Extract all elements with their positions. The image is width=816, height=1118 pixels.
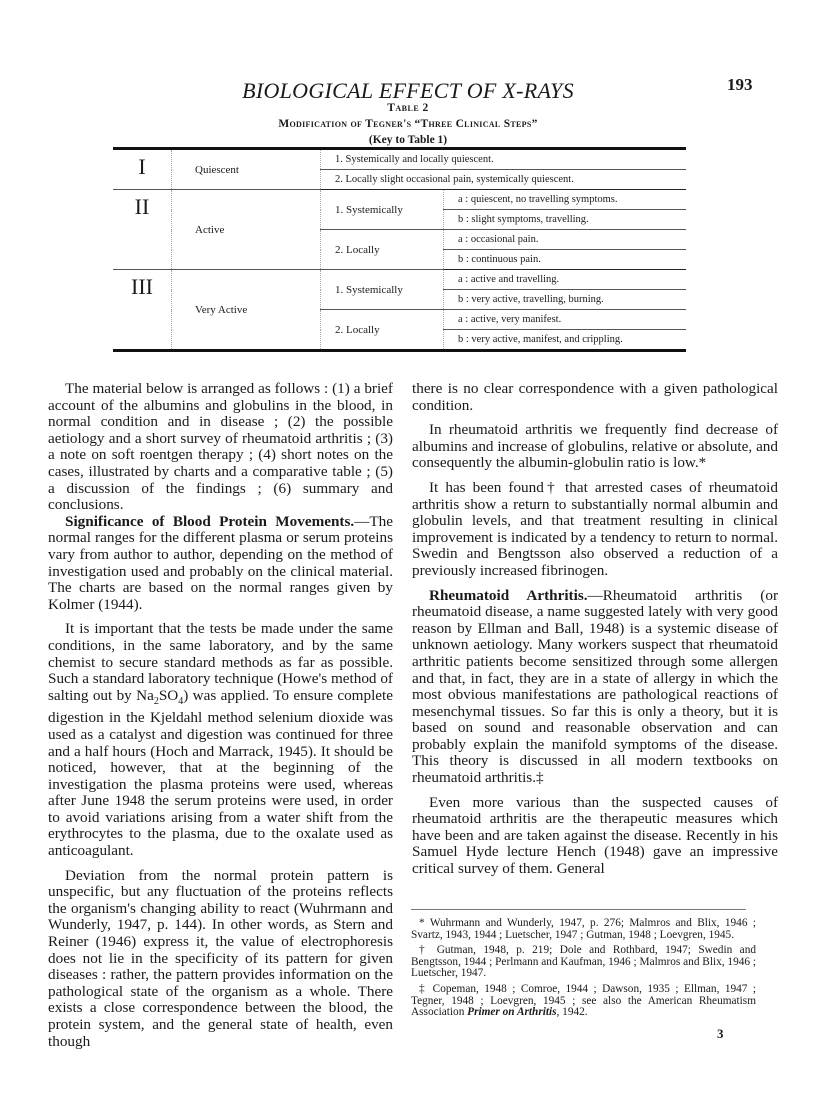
table-row	[113, 270, 686, 290]
signature-mark: 3	[717, 1026, 724, 1041]
step-subgroup: 2. Locally	[321, 230, 444, 270]
paragraph-text: ) was applied. To ensure complete digestion in the Kjeldahl method selenium dioxide was used as a catalyst and digestion was continued for three and a half hours (Hoch and Marrack, 1945). It should be noticed, however, that at the beginning of the investigation the plasma proteins were used, whereas after June 1948 the serum proteins were used, in order to avoid variations arising from a water shift from the erythrocytes to the plasma, due to the oxalate used as anticoagulant.	[48, 686, 393, 860]
table-row	[113, 190, 686, 210]
step-item: a : active and travelling.	[444, 270, 687, 290]
step-numeral: III	[113, 270, 172, 351]
running-head: BIOLOGICAL EFFECT OF X-RAYS	[242, 78, 574, 103]
page-number: 193	[727, 75, 753, 94]
table-label: Table 2	[387, 102, 429, 114]
step-item: b : continuous pain.	[444, 250, 687, 270]
step-subgroup: 2. Locally	[321, 310, 444, 351]
step-item: b : very active, travelling, burning.	[444, 290, 687, 310]
paragraph-text: —Rheumatoid arthritis (or rheumatoid disease, a name suggested lately with very good reason by Ellman and Ball, 1948) is a systemic disease of unknown aetiology. Many workers suspect that rheumatoid arthritic patients become sensitized through some allergen and that, in fact, they are in a state of allergy in which the most obvious manifestations are pathological reactions of mesenchymal tissues. So far this is only a theory, but it is based on sound and reasonable observation and can probably explain the manifold symptoms of the disease. This theory is discussed in all modern textbooks on rheumatoid arthritis.‡	[412, 586, 778, 787]
clinical-steps-table	[113, 147, 686, 352]
step-subgroup: 1. Systemically	[321, 190, 444, 230]
step-item: a : occasional pain.	[444, 230, 687, 250]
step-numeral: I	[113, 149, 172, 190]
paragraph: It has been found† that arrested cases of rheumatoid arthritis show a return to substantially normal albumin and globulin levels, and that treatment resulting in clinical improvement is indicated by a tendency to return to normal. Swedin and Bengtsson also observed a reduction of a previously increased fibrinogen.	[412, 478, 778, 579]
footnote-text: , 1942.	[556, 1006, 588, 1019]
step-item: 1. Systemically and locally quiescent.	[321, 149, 687, 170]
table-row	[113, 149, 686, 170]
footnote-divider	[411, 909, 746, 910]
table-title: Modification of Tegner's “Three Clinical Steps”	[278, 118, 538, 130]
paragraph: In rheumatoid arthritis we frequently find decrease of albumins and increase of globulins, relative or absolute, and consequently the albumin-globulin ratio is low.*	[412, 421, 778, 472]
step-item: b : slight symptoms, travelling.	[444, 210, 687, 230]
step-subgroup: 1. Systemically	[321, 270, 444, 310]
subscript: 4	[178, 695, 184, 707]
step-numeral: II	[113, 190, 172, 270]
cited-title: Primer on Arthritis	[467, 1006, 557, 1019]
paragraph-text: It is important that the tests be made under the same conditions, in the same laboratory, and by the same chemist to secure standard methods as far as possible. Such a standard laboratory technique (Howe's method of salting out by Na	[48, 620, 393, 704]
step-state: Quiescent	[172, 149, 321, 190]
section-heading: Significance of Blood Protein Movements.	[65, 512, 355, 530]
paragraph-text: —The normal ranges for the different plasma or serum proteins vary from author to author, depending on the method of investigation used and probably on the clinical material. The charts are based on the normal ranges given by Kolmer (1944).	[48, 512, 393, 613]
step-state: Very Active	[172, 270, 321, 351]
paragraph	[48, 514, 393, 614]
step-item: b : very active, manifest, and crippling.	[458, 334, 623, 345]
paragraph	[412, 588, 778, 787]
right-column	[412, 381, 778, 878]
subscript: 2	[153, 695, 159, 707]
footnotes	[411, 918, 756, 1023]
footnote: † Gutman, 1948, p. 219; Dole and Rothbard, 1947; Swedin and Bengtsson, 1944 ; Perlmann and Kaufman, 1946 ; Malmros and Blix, 1946 ; Luetscher, 1947.	[411, 944, 756, 980]
step-state: Active	[172, 190, 321, 270]
left-column	[48, 381, 393, 1050]
step-item: a : quiescent, no travelling symptoms.	[444, 190, 687, 210]
footnote	[411, 984, 756, 1019]
section-heading: Rheumatoid Arthritis.	[429, 586, 588, 604]
paragraph: The material below is arranged as follows : (1) a brief account of the albumins and globulins in the blood, in normal condition and in disease ; (2) the possible aetiology and a short survey of rheumatoid arthritis ; (3) a note on soft roentgen therapy ; (4) short notes on the cases, illustrated by charts and a comparative table ; (5) a discussion of the findings ; (6) summary and conclusions.	[48, 380, 393, 514]
paragraph: Even more various than the suspected causes of rheumatoid arthritis are the therapeutic measures which have been and are taken against the disease. Recently in his Samuel Hyde lecture Hench (1948) gave an impressive critical survey of them. General	[412, 793, 778, 878]
paragraph	[48, 621, 393, 859]
step-item: 2. Locally slight occasional pain, systemically quiescent.	[321, 170, 687, 190]
paragraph-text: SO	[158, 686, 179, 704]
paragraph: there is no clear correspondence with a given pathological condition.	[412, 380, 778, 414]
footnote-text: ‡ Copeman, 1948 ; Comroe, 1944 ; Dawson, 1935 ; Ellman, 1947 ; Tegner, 1948 ; Loevgren, 1945 ; see also the American Rheumatism Association	[411, 982, 756, 1019]
paragraph: Deviation from the normal protein pattern is unspecific, but any fluctuation of the proteins reflects the organism's changing ability to react (Wuhrmann and Wunderly, 1947, p. 144). In other words, as Stern and Reiner (1946) express it, the value of electrophoresis does not lie in the specificity of its pattern for given diseases : rather, the pattern provides information on the pathological state of the organism as a whole. There exists a close correspondence between the blood, the protein system, and the general state of health, even though	[48, 866, 393, 1050]
step-item: a : active, very manifest.	[444, 310, 687, 330]
footnote: * Wuhrmann and Wunderly, 1947, p. 276; Malmros and Blix, 1946 ; Svartz, 1943, 1944 ; Luetscher, 1947 ; Gutman, 1948 ; Loevgren, 1945.	[411, 917, 756, 941]
table-key-note: (Key to Table 1)	[368, 134, 448, 146]
